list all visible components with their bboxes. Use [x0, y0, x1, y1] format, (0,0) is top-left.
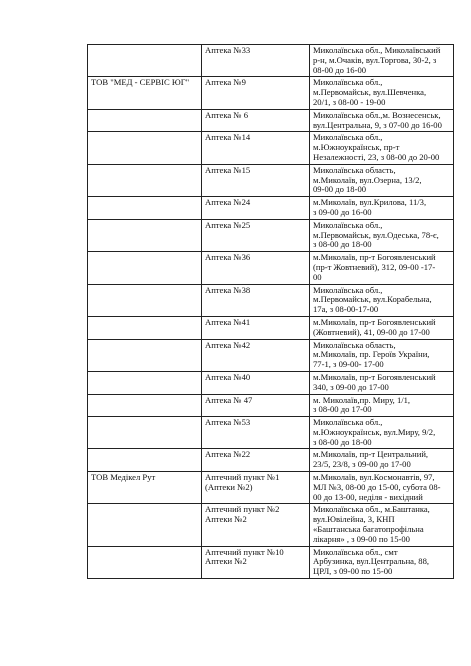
org-cell: ТОВ Медікел Рут	[88, 472, 202, 504]
org-cell	[88, 339, 202, 371]
pharmacy-cell: Аптека №53	[202, 417, 310, 449]
address-cell: Миколаївська обл., м.Первомайськ, вул.Одеська, 78-є, з 08-00 до 18-00	[310, 219, 454, 251]
table-row	[88, 472, 454, 504]
address-cell: м.Миколаїв, пр-т Богоявленський (пр-т Жовтневий), 312, 09-00 -17- 00	[310, 252, 454, 284]
pharmacy-cell: Аптека № 47	[202, 394, 310, 417]
address-cell: Миколаївська область, м.Миколаїв, пр. Героїв України, 77-1, з 09-00- 17-00	[310, 339, 454, 371]
table-row	[88, 316, 454, 339]
pharmacy-cell: Аптека №41	[202, 316, 310, 339]
address-cell: м.Миколаїв, пр-т Центральний, 23/5, 23/8, з 09-00 до 17-00	[310, 449, 454, 472]
table-row	[88, 284, 454, 316]
org-cell	[88, 219, 202, 251]
org-cell	[88, 417, 202, 449]
table-row	[88, 219, 454, 251]
org-cell	[88, 394, 202, 417]
pharmacy-cell: Аптека №9	[202, 77, 310, 109]
address-cell: м. Миколаїв,пр. Миру, 1/1, з 08-00 до 17-00	[310, 394, 454, 417]
table-row	[88, 339, 454, 371]
table-row	[88, 197, 454, 220]
table-row	[88, 394, 454, 417]
pharmacy-cell: Аптека №38	[202, 284, 310, 316]
table-row	[88, 504, 454, 546]
org-cell	[88, 284, 202, 316]
org-cell	[88, 132, 202, 164]
address-cell: Миколаївська обл., смт Арбузинка, вул.Центральна, 88, ЦРЛ, з 09-00 по 15-00	[310, 546, 454, 578]
table-row	[88, 252, 454, 284]
org-cell	[88, 316, 202, 339]
table-row	[88, 371, 454, 394]
address-cell: м.Миколаїв, вул.Космонавтів, 97, МЛ №3, 08-00 до 15-00, субота 08- 00 до 13-00, неділя - вихідний	[310, 472, 454, 504]
org-cell	[88, 546, 202, 578]
address-cell: м.Миколаїв, пр-т Богоявленський 340, з 09-00 до 17-00	[310, 371, 454, 394]
table-row	[88, 546, 454, 578]
pharmacy-cell: Аптека №15	[202, 164, 310, 196]
table-row	[88, 417, 454, 449]
address-cell: Миколаївська обл., м.Южноукраїнськ, вул.Миру, 9/2, з 08-00 до 18-00	[310, 417, 454, 449]
table-row	[88, 449, 454, 472]
table-row	[88, 45, 454, 77]
pharmacy-cell: Аптека №14	[202, 132, 310, 164]
pharmacy-table	[87, 44, 454, 579]
org-cell	[88, 449, 202, 472]
pharmacy-cell: Аптека №24	[202, 197, 310, 220]
pharmacy-cell: Аптека №40	[202, 371, 310, 394]
pharmacy-cell: Аптека №33	[202, 45, 310, 77]
address-cell: Миколаївська обл., м.Первомайськ, вул.Корабельна, 17а, з 08-00-17-00	[310, 284, 454, 316]
org-cell	[88, 371, 202, 394]
pharmacy-cell: Аптека № 6	[202, 109, 310, 132]
org-cell	[88, 164, 202, 196]
pharmacy-cell: Аптека №22	[202, 449, 310, 472]
org-cell	[88, 45, 202, 77]
table-row	[88, 164, 454, 196]
table-row	[88, 77, 454, 109]
pharmacy-cell: Аптека №36	[202, 252, 310, 284]
pharmacy-cell: Аптечний пункт №1 (Аптеки №2)	[202, 472, 310, 504]
address-cell: м.Миколаїв, вул.Крилова, 11/3, з 09-00 до 16-00	[310, 197, 454, 220]
pharmacy-cell: Аптечний пункт №2 Аптеки №2	[202, 504, 310, 546]
address-cell: Миколаївська обл., м.Южноукраїнськ, пр-т Незалежності, 23, з 08-00 до 20-00	[310, 132, 454, 164]
address-cell: Миколаївська обл., Миколаївський р-н, м.Очаків, вул.Торгова, 30-2, з 08-00 до 16-00	[310, 45, 454, 77]
org-cell	[88, 109, 202, 132]
pharmacy-cell: Аптечний пункт №10 Аптеки №2	[202, 546, 310, 578]
address-cell: Миколаївська обл., м.Баштанка, вул.Ювілейна, 3, КНП «Баштанська багатопрофільна лікарня» , з 09-00 по 15-00	[310, 504, 454, 546]
org-cell: ТОВ "МЕД - СЕРВІС ЮГ"	[88, 77, 202, 109]
address-cell: Миколаївська обл.,м. Вознесенськ, вул.Центральна, 9, з 07-00 до 16-00	[310, 109, 454, 132]
pharmacy-cell: Аптека №25	[202, 219, 310, 251]
address-cell: Миколаївська обл., м.Первомайськ, вул.Шевченка, 20/1, з 08-00 - 19-00	[310, 77, 454, 109]
address-cell: Миколаївська область, м.Миколаїв, вул.Озерна, 13/2, 09-00 до 18-00	[310, 164, 454, 196]
org-cell	[88, 197, 202, 220]
address-cell: м.Миколаїв, пр-т Богоявленський (Жовтневий), 41, 09-00 до 17-00	[310, 316, 454, 339]
table-row	[88, 132, 454, 164]
table-row	[88, 109, 454, 132]
org-cell	[88, 504, 202, 546]
pharmacy-table-body	[88, 45, 454, 579]
pharmacy-cell: Аптека №42	[202, 339, 310, 371]
org-cell	[88, 252, 202, 284]
